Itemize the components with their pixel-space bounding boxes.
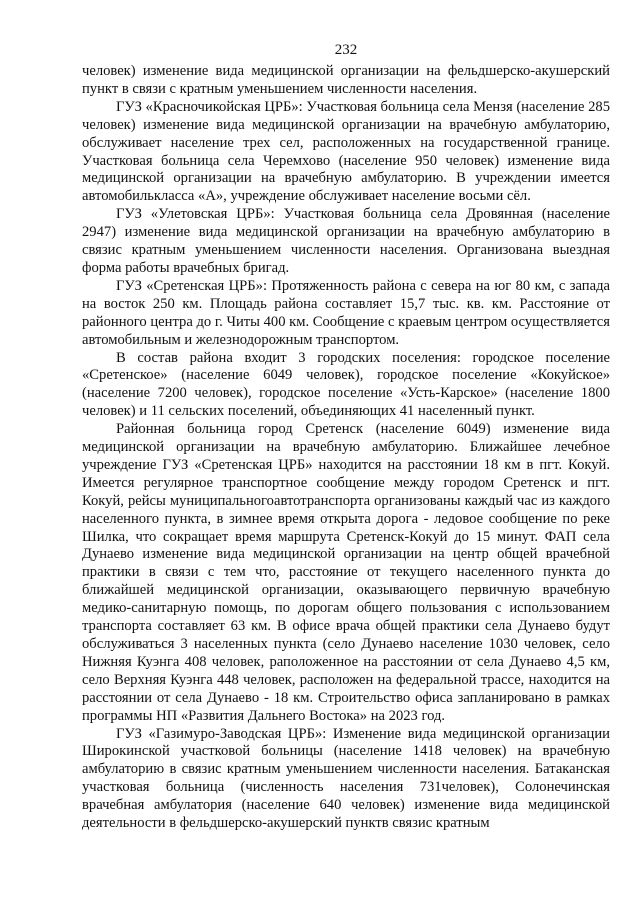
- paragraph-gazimuro-zavodskaya: ГУЗ «Газимуро-Заводская ЦРБ»: Изменение вида медицинской организации Широкинской участковой больницы (население 1418 человек) на врачебную амбулаторию в связис кратным уменьшением численности населения. Батаканская участковая больница (численность населения 731человек), Солонечинская врачебная амбулатория (население 640 человек) изменение вида медицинской деятельности в фельдшерско-акушерский пунктв связис кратным: [82, 725, 610, 832]
- paragraph-continuation: человек) изменение вида медицинской организации на фельдшерско-акушерский пункт в связи с кратным уменьшением численности населения.: [82, 63, 610, 97]
- paragraph-krasnochikoyskaya: ГУЗ «Красночикойская ЦРБ»: Участковая больница села Мензя (население 285 человек) изменение вида медицинской организации на врачебную амбулаторию, обслуживает население трех сел, расположенных на государственной границе. Участковая больница села Черемхово (население 950 человек) изменение вида медицинской организации на врачебную амбулаторию. В учреждении имеется автомобилькласса «А», учреждение обслуживает население восьми сёл.: [82, 98, 610, 205]
- document-page: [82, 42, 610, 833]
- paragraph-district-composition: В состав района входит 3 городских поселения: городское поселение «Сретенское» (население 6049 человек), городское поселение «Кокуйское» (население 7200 человек), городское поселение «Усть-Карское» (население 1800 человек) и 11 сельских поселений, объединяющих 41 населенный пункт.: [82, 349, 610, 420]
- paragraph-uletovskaya: ГУЗ «Улетовская ЦРБ»: Участковая больница села Дровянная (население 2947) изменение вида медицинской организации на врачебную амбулаторию в связис кратным уменьшением численности населения. Организована выездная форма работы врачебных бригад.: [82, 206, 610, 276]
- paragraph-sretenskaya: ГУЗ «Сретенская ЦРБ»: Протяженность района с севера на юг 80 км, с запада на восток 250 км. Площадь района составляет 15,7 тыс. кв. км. Расстояние от районного центра до г. Читы 400 км. Сообщение с краевым центром осуществляется автомобильным и железнодорожным транспортом.: [82, 277, 610, 348]
- page-number: 232: [334, 42, 358, 58]
- paragraph-district-hospital: Районная больница город Сретенск (население 6049) изменение вида медицинской организации на врачебную амбулаторию. Ближайшее лечебное учреждение ГУЗ «Сретенская ЦРБ» находится на расстоянии 18 км в пгт. Кокуй. Имеется регулярное транспортное сообщение между городом Сретенск и пгт. Кокуй, рейсы муниципальногоавтотранспорта организованы каждый час из каждого населенного пункта, в зимнее время открыта дорога - ледовое сообщение по реке Шилка, что сокращает время маршрута Сретенск-Кокуй до 15 минут. ФАП села Дунаево изменение вида медицинской организации на центр общей врачебной практики в связи с тем что, расстояние от текущего населенного пункта до ближайшей медицинской организации, оказывающего первичную врачебную медико-санитарную помощь, по дорогам общего пользования с использованием транспорта составляет 63 км. В офисе врача общей практики села Дунаево будут обслуживаться 3 населенных пункта (село Дунаево население 1030 человек, село Нижняя Куэнга 408 человек, раположенное на расстоянии от села Дунаево 4,5 км, село Верхняя Куэнга 448 человек, расположен на федеральной трассе, находится на расстоянии от села Дунаево - 18 км. Строительство офиса запланировано в рамках программы НП «Развития Дальнего Востока» на 2023 год.: [82, 421, 610, 724]
